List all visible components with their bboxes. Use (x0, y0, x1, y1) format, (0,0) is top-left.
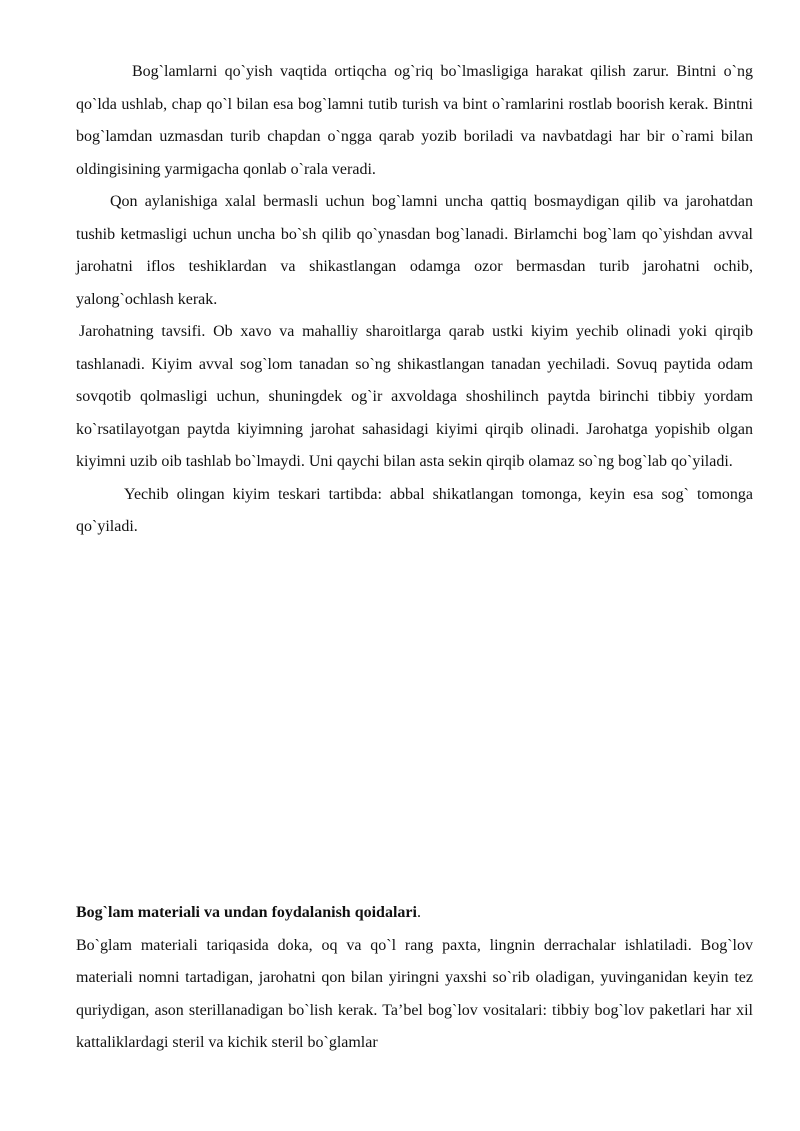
paragraph-wound-description: Jarohatning tavsifi. Ob xavo va mahalliy sharoitlarga qarab ustki kiyim yechib olinadi yoki qirqib tashlanadi. Kiyim avval sog`lom tanadan so`ng shikastlangan tanadan yechiladi. Sovuq paytida odam sovqotib qolmasligi uchun, shuningdek og`ir axvoldaga shoshilinch paytda birinchi tibbiy yordam ko`rsatilayotgan paytda kiyimning jarohat sahasidagi kiyimi qirqib olinadi. Jarohatga yopishib olgan kiyimni uzib oib tashlab bo`lmaydi. Uni qaychi bilan asta sekin qirqib olamaz so`ng bog`lab qo`yiladi. (76, 323, 753, 470)
section-heading-punct: . (416, 904, 421, 921)
section-bandage-materials (76, 897, 753, 1060)
document-body (76, 56, 753, 544)
paragraph-bandage-tightness: Qon aylanishiga xalal bermasli uchun bog`lamni uncha qattiq bosmaydigan qilib va jarohatdan tushib ketmasligi uchun uncha bo`sh qilib qo`ynasdan bog`lanadi. Birlamchi bog`lam qo`yishdan avval jarohatni iflos teshiklardan va shikastlangan odamga ozor bermasdan turib jarohatni ochib, yalong`ochlash kerak. (76, 193, 753, 308)
section-heading (76, 897, 753, 930)
section-heading-text: Bog`lam materiali va undan foydalanish qoidalari (76, 904, 417, 921)
paragraph-clothing-order: Yechib olingan kiyim teskari tartibda: abbal shikatlangan tomonga, keyin esa sog` tomonga qo`yiladi. (76, 485, 753, 535)
paragraph-bandaging-technique: Bog`lamlarni qo`yish vaqtida ortiqcha og`riq bo`lmasligiga harakat qilish zarur. Bintni o`ng qo`lda ushlab, chap qo`l bilan esa bog`lamni tutib turish va bint o`ramlarini rostlab boorish kerak. Bintni bog`lamdan uzmasdan turib chapdan o`ngga qarab yozib boriladi va navbatdagi har bir o`rami bilan oldingisining yarmigacha qonlab o`rala veradi. (76, 63, 753, 178)
paragraph-bandage-materials: Bo`glam materiali tariqasida doka, oq va qo`l rang paxta, lingnin derrachalar ishlatiladi. Bog`lov materiali nomni tartadigan, jarohatni qon bilan yiringni yaxshi so`rib oladigan, yuvinganidan keyin tez quriydigan, ason sterillanadigan bo`lish kerak. Ta’bel bog`lov vositalari: tibbiy bog`lov paketlari har xil kattaliklardagi steril va kichik steril bo`glamlar (76, 936, 753, 1051)
